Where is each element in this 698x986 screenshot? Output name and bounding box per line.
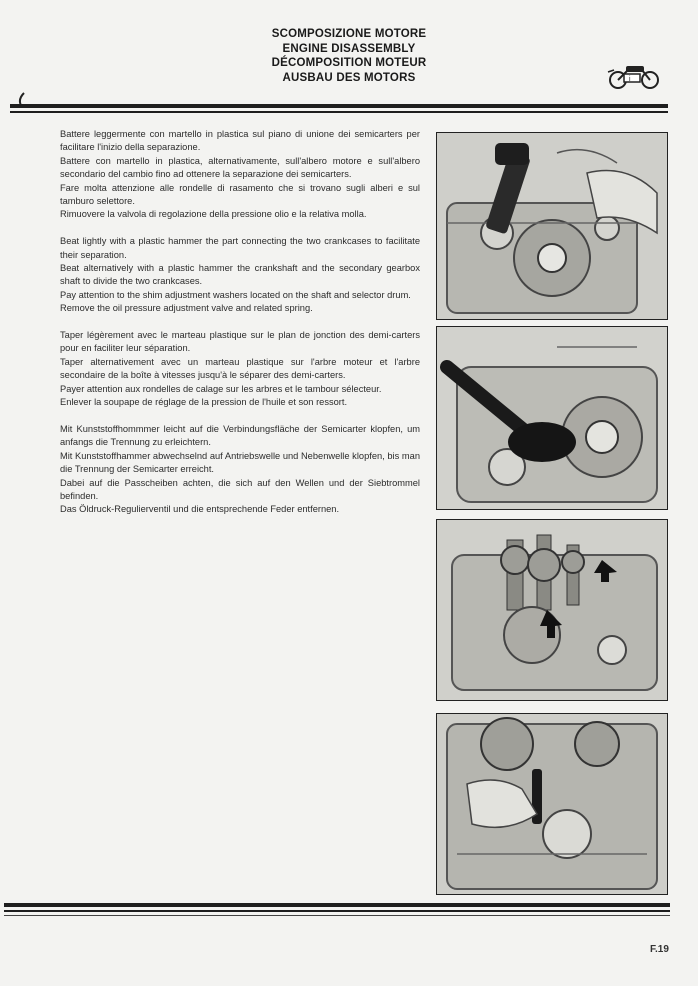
title-english: ENGINE DISASSEMBLY: [282, 42, 416, 55]
it-step-2: Battere con martello in plastica, alternativamente, sull'albero motore e sull'albero secondario del cambio fino ad ottenere la separazione dei semicarters.: [60, 155, 420, 180]
footer-rule-thin: [4, 910, 670, 912]
en-step-4: Remove the oil pressure adjustment valve and related spring.: [60, 303, 313, 314]
motorcycle-icon: [606, 62, 662, 92]
header-rule-thick: [10, 104, 668, 108]
it-step-3: Fare molta attenzione alle rondelle di rasamento che si trovano sugli alberi e sul tamburo selettore.: [60, 182, 420, 207]
it-step-4: Rimuovere la valvola di regolazione della pressione olio e la relativa molla.: [60, 209, 367, 220]
title-german: AUSBAU DES MOTORS: [282, 71, 416, 84]
fr-step-2: Taper alternativement avec un marteau plastique sur l'arbre moteur et l'arbre secondaire de la boîte à vitesses jusqu'à le séparer des demi-carters.: [60, 356, 420, 381]
photo-hammer-crankcase: [436, 132, 668, 320]
footer-rule-thick: [4, 903, 670, 907]
en-step-1: Beat lightly with a plastic hammer the part connecting the two crankcases to facilitate their separation.: [60, 236, 420, 260]
fr-step-1: Taper légèrement avec le marteau plastique sur le plan de jonction des demi-carters pour en faciliter leur séparation.: [60, 330, 420, 354]
de-step-1: Mit Kunststoffhommmer leicht auf die Verbindungsfläche der Semicarter klopfen, um anfangs die Trennung zu erleichtern.: [60, 423, 420, 448]
photo-hammer-shaft: [436, 326, 668, 510]
title-italian: SCOMPOSIZIONE MOTORE: [271, 28, 427, 40]
en-step-2: Beat alternatively with a plastic hammer the crankshaft and the secondary gearbox shaft to divide the two crankcases.: [60, 263, 420, 287]
en-step-3: Pay attention to the shim adjustment washers located on the shaft and selector drum.: [60, 289, 411, 300]
fr-step-3: Payer attention aux rondelles de calage sur les arbres et le tambour sélecteur.: [60, 383, 382, 394]
photo-gearbox-shafts: [436, 519, 668, 701]
it-step-1: Battere leggermente con martello in plastica sul piano di unione dei semicarters per facilitare l'inizio della separazione.: [60, 129, 420, 153]
header-rule-thin: [10, 111, 668, 113]
page-number: F.19: [650, 944, 669, 955]
fr-step-4: Enlever la soupape de réglage de la pression de l'huile et son ressort.: [60, 397, 348, 408]
svg-text:i: i: [629, 76, 631, 83]
title-french: DÉCOMPOSITION MOTEUR: [271, 57, 427, 69]
de-step-2: Mit Kunststoffhammer abwechselnd auf Antriebswelle und Nebenwelle klopfen, bis man die Trennung der Semicarter erreicht.: [60, 450, 420, 475]
instruction-text: [60, 128, 420, 517]
photo-oil-valve-removal: [436, 713, 668, 895]
title-block: [0, 27, 698, 85]
footer-rule-hairline: [4, 915, 670, 916]
de-step-4: Das Öldruck-Regulierventil und die entsprechende Feder entfernen.: [60, 504, 340, 515]
de-step-3: Dabei auf die Passcheiben achten, die sich auf den Wellen und der Siebtrommel befinden.: [60, 477, 420, 501]
